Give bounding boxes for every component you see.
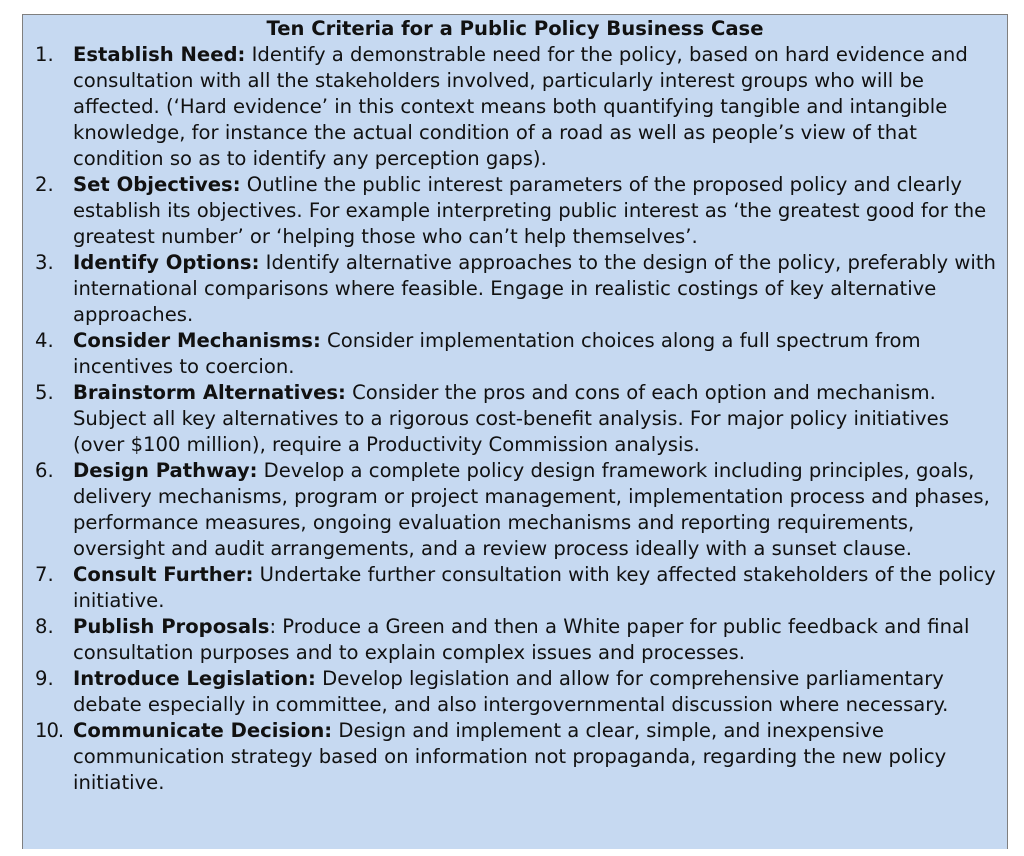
list-item — [23, 562, 1007, 614]
item-number: 6. — [35, 459, 54, 482]
item-body: Design and implement a clear, simple, and inexpensive communication strategy based on information not propaganda, regarding the new policy initiative. — [73, 719, 947, 794]
list-item — [23, 458, 1007, 562]
criteria-box — [22, 14, 1008, 849]
item-number: 2. — [35, 173, 54, 196]
item-number: 1. — [35, 43, 54, 66]
item-number: 9. — [35, 667, 54, 690]
list-item — [23, 172, 1007, 250]
item-heading: Communicate Decision: — [73, 719, 333, 742]
item-text — [73, 562, 1007, 614]
item-body: Outline the public interest parameters of the proposed policy and clearly establish its objectives. For example interpreting public interest as ‘the greatest good for the greatest number’ or ‘helping those who can’t help themselves’. — [73, 173, 987, 248]
item-body: Consider implementation choices along a full spectrum from incentives to coercion. — [73, 329, 921, 378]
item-body: Develop a complete policy design framework including principles, goals, delivery mechanisms, program or project management, implementation process and phases, performance measures, ongoing evaluation mechanisms and reporting requirements, oversight and audit arrangements, and a review process ideally with a sunset clause. — [73, 459, 990, 560]
item-text — [73, 614, 1007, 666]
item-heading: Brainstorm Alternatives: — [73, 381, 346, 404]
item-heading: Design Pathway: — [73, 459, 258, 482]
item-heading: Introduce Legislation: — [73, 667, 316, 690]
item-body: Identify a demonstrable need for the policy, based on hard evidence and consultation with all the stakeholders involved, particularly interest groups who will be affected. (‘Hard evidence’ in this context means both quantifying tangible and intangible knowledge, for instance the actual condition of a road as well as people’s view of that condition so as to identify any perception gaps). — [73, 43, 968, 170]
list-item — [23, 614, 1007, 666]
item-text — [73, 328, 1007, 380]
item-number: 5. — [35, 381, 54, 404]
item-number: 8. — [35, 615, 54, 638]
item-text — [73, 42, 1007, 172]
list-item — [23, 328, 1007, 380]
list-item — [23, 380, 1007, 458]
item-text — [73, 380, 1007, 458]
document-title: Ten Criteria for a Public Policy Business Case — [266, 17, 764, 40]
item-number: 7. — [35, 563, 54, 586]
item-number: 3. — [35, 251, 54, 274]
item-body: Consider the pros and cons of each option and mechanism. Subject all key alternatives to a rigorous cost-benefit analysis. For major policy initiatives (over $100 million), require a Productivity Commission analysis. — [73, 381, 949, 456]
list-item — [23, 666, 1007, 718]
item-heading: Identify Options: — [73, 251, 260, 274]
item-heading: Consult Further: — [73, 563, 254, 586]
item-text — [73, 172, 1007, 250]
item-body: : Produce a Green and then a White paper for public feedback and final consultation purposes and to explain complex issues and processes. — [73, 615, 970, 664]
item-heading: Set Objectives: — [73, 173, 241, 196]
item-heading: Establish Need: — [73, 43, 246, 66]
item-heading: Consider Mechanisms: — [73, 329, 321, 352]
item-text — [73, 718, 1007, 796]
list-item — [23, 718, 1007, 796]
item-text — [73, 458, 1007, 562]
criteria-list — [23, 42, 1007, 796]
list-item — [23, 42, 1007, 172]
list-item — [23, 250, 1007, 328]
item-heading: Publish Proposals — [73, 615, 270, 638]
item-number: 10. — [35, 719, 64, 742]
item-body: Undertake further consultation with key affected stakeholders of the policy initiative. — [73, 563, 996, 612]
item-body: Develop legislation and allow for comprehensive parliamentary debate especially in committee, and also intergovernmental discussion where necessary. — [73, 667, 949, 716]
item-text — [73, 250, 1007, 328]
item-body: Identify alternative approaches to the design of the policy, preferably with international comparisons where feasible. Engage in realistic costings of key alternative approaches. — [73, 251, 996, 326]
item-number: 4. — [35, 329, 54, 352]
item-text — [73, 666, 1007, 718]
